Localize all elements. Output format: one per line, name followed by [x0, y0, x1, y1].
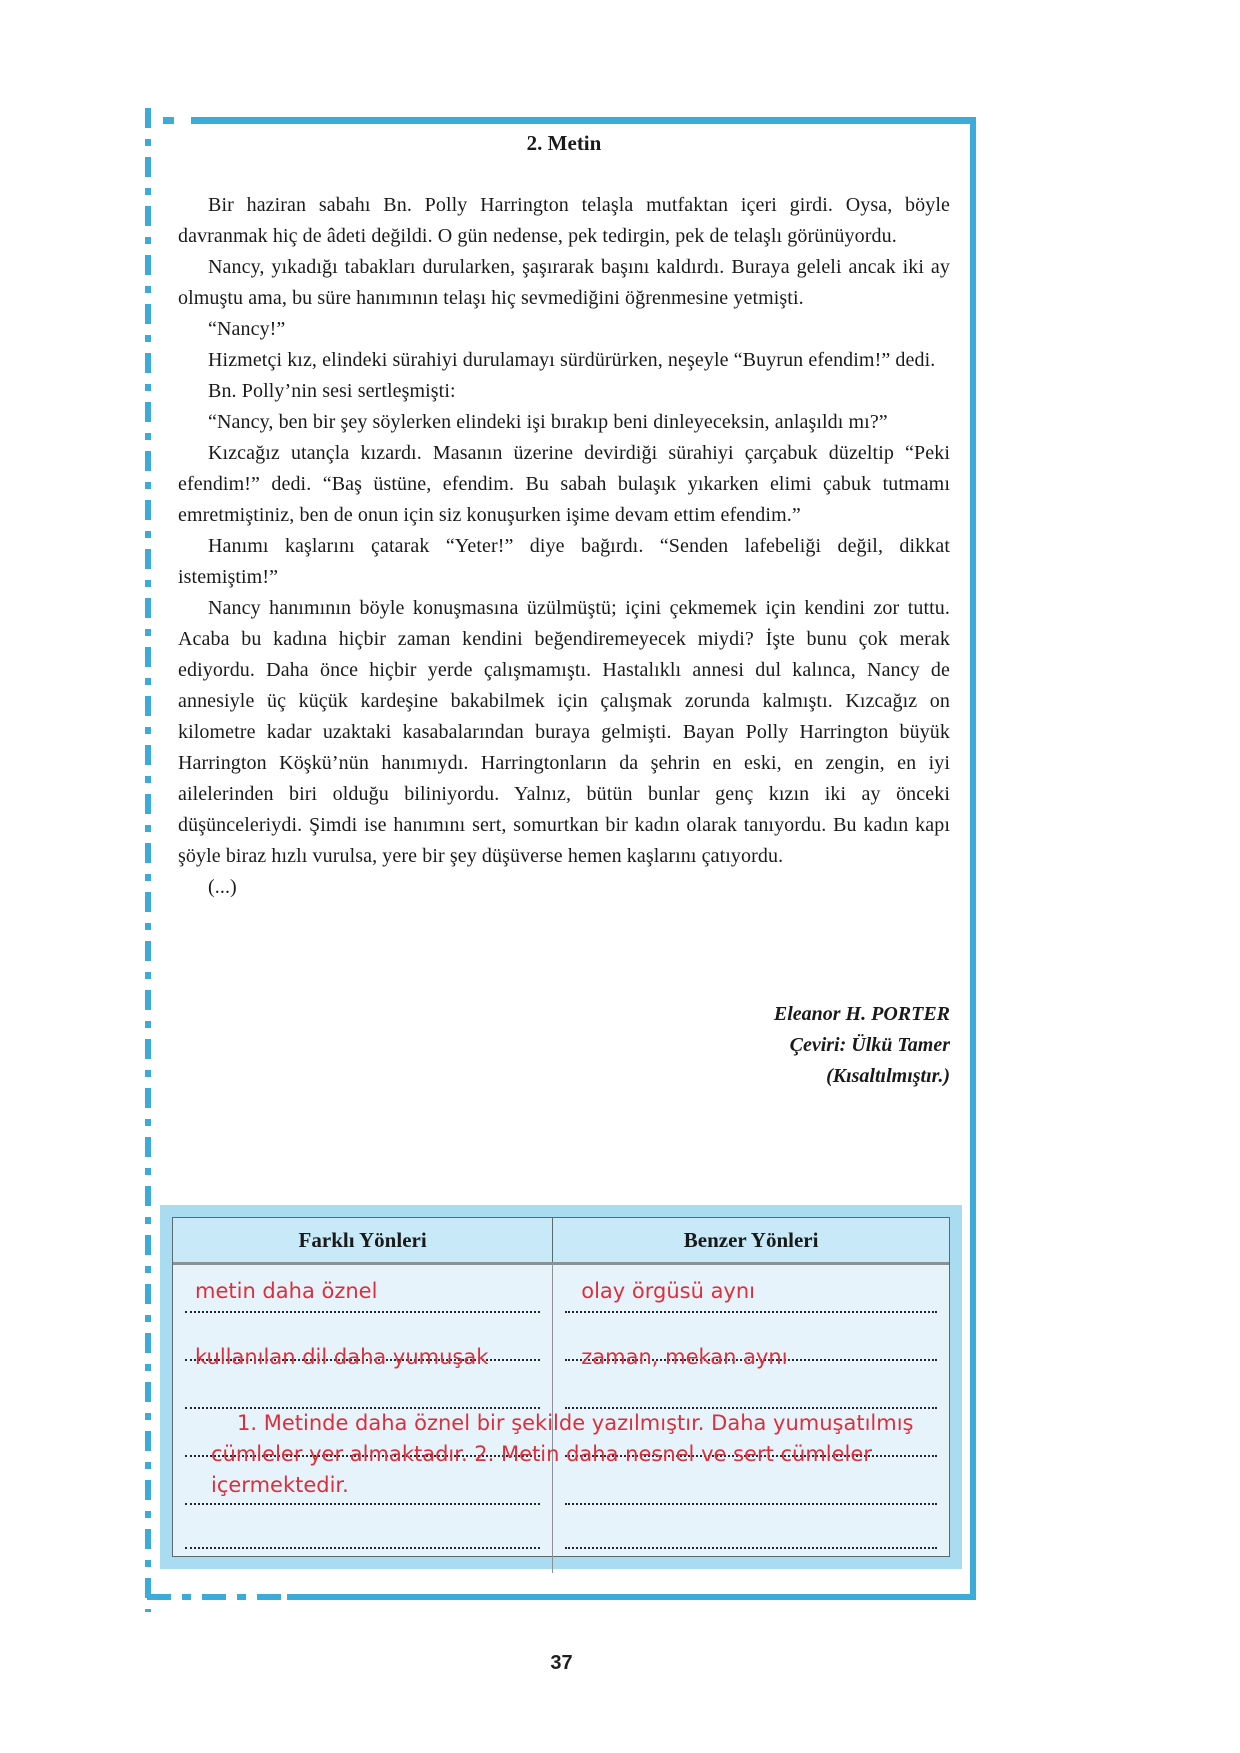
- column-header-benzer-yonleri: Benzer Yönleri: [683, 1228, 819, 1252]
- comparison-table-inner: [172, 1217, 950, 1557]
- paragraph: Nancy, yıkadığı tabakları durularken, şaşırarak başını kaldırdı. Buraya geleli ancak iki ay olmuştu ama, bu süre hanımının telaşı hiç sevmediğini öğrenmesine yetmişti.: [178, 256, 950, 309]
- answer-line: [565, 1361, 937, 1409]
- table-body: [173, 1265, 949, 1573]
- handwritten-answer: kullanılan dil daha yumuşak: [195, 1345, 489, 1369]
- handwritten-answer: olay örgüsü aynı: [581, 1279, 756, 1303]
- page-number: 37: [550, 1652, 573, 1674]
- answer-line: [565, 1505, 937, 1549]
- story-text: [178, 190, 950, 903]
- comparison-table: [160, 1205, 962, 1569]
- answer-line: [185, 1505, 540, 1549]
- answer-line: [185, 1361, 540, 1409]
- answer-line: [565, 1313, 937, 1369]
- paragraph: Nancy hanımının böyle konuşmasına üzülmüştü; içini çekmemek için kendini zor tuttu. Acaba bu kadına hiçbir zaman kendini beğendiremeyecek miydi? İşte bunu çok merak ediyordu. Daha önce hiçbir yerde çalışmamıştı. Hastalıklı annesi dul kalınca, Nancy de annesiyle üç küçük kardeşine bakabilmek için çalışmak zorunda kalmıştı. Kızcağız on kilometre kadar uzaktaki kasabalarından buraya gelmişti. Bayan Polly Harrington büyük Harrington Köşkü’nün hanımıydı. Harringtonların da şehrin en eski, en zengin, en iyi ailelerinden biri olduğu biliniyordu. Yalnız, bütün bunlar genç kızın iki ay önceki düşünceleriydi. Şimdi ise hanımını sert, somurtkan bir kadın olarak tanıyordu. Bu kadın kapı şöyle biraz hızlı vurulsa, yere bir şey düşüverse hemen kaşlarını çatıyordu.: [178, 597, 950, 867]
- paragraph: Bn. Polly’nin sesi sertleşmişti:: [208, 380, 456, 402]
- frame-border-right: [970, 117, 976, 1600]
- paragraph: Hanımı kaşlarını çatarak “Yeter!” diye bağırdı. “Senden lafebeliği değil, dikkat istemiştim!”: [178, 535, 950, 588]
- frame-border-top: [191, 117, 975, 124]
- paragraph-ellipsis: (...): [208, 876, 237, 898]
- frame-border-bottom: [287, 1594, 976, 1600]
- paragraph: Hizmetçi kız, elindeki sürahiyi durulamayı sürdürürken, neşeyle “Buyrun efendim!” dedi.: [208, 349, 936, 371]
- table-spacer: [185, 1549, 540, 1573]
- answer-line: [565, 1265, 937, 1313]
- paragraph: “Nancy!”: [208, 318, 286, 340]
- paragraph: Bir haziran sabahı Bn. Polly Harrington telaşla mutfaktan içeri girdi. Oysa, böyle davranmak hiç de âdeti değildi. O gün nedense, pek tedirgin, pek de telaşlı görünüyordu.: [178, 194, 950, 247]
- author-name: Eleanor H. PORTER: [773, 1003, 950, 1025]
- answer-line: [185, 1265, 540, 1313]
- paragraph: Kızcağız utançla kızardı. Masanın üzerine devirdiği sürahiyi çarçabuk düzeltip “Peki efendim!” dedi. “Baş üstüne, efendim. Bu sabah bulaşık yıkarken elimi çabuk tutmamı emretmiştiniz, ben de onun için siz konuşurken işime devam ettim efendim.”: [178, 442, 950, 526]
- handwritten-answer: metin daha öznel: [195, 1279, 378, 1303]
- page-content: [178, 128, 950, 1092]
- table-header-row: [173, 1218, 949, 1265]
- frame-border-left-dashed: [145, 108, 151, 1612]
- frame-corner-dash: [163, 117, 174, 124]
- attribution: [178, 999, 950, 1092]
- answer-line: [185, 1313, 540, 1369]
- column-header-farkli-yonleri: Farklı Yönleri: [173, 1218, 553, 1262]
- handwritten-answer-crossing: 1. Metinde daha öznel bir şekilde yazılmıştır. Daha yumuşatılmış cümleler yer almaktadır. 2. Metin daha nesnel ve sert cümleler içermektedir.: [211, 1411, 914, 1497]
- handwritten-answer: zaman, mekan aynı: [581, 1345, 788, 1369]
- frame-border-bottom-dashed: [147, 1594, 287, 1600]
- translator-name: Çeviri: Ülkü Tamer: [789, 1034, 950, 1056]
- paragraph: “Nancy, ben bir şey söylerken elindeki işi bırakıp beni dinleyeceksin, anlaşıldı mı?”: [208, 411, 888, 433]
- section-title: 2. Metin: [526, 131, 602, 155]
- abridged-note: (Kısaltılmıştır.): [826, 1065, 950, 1087]
- table-spacer: [565, 1549, 937, 1573]
